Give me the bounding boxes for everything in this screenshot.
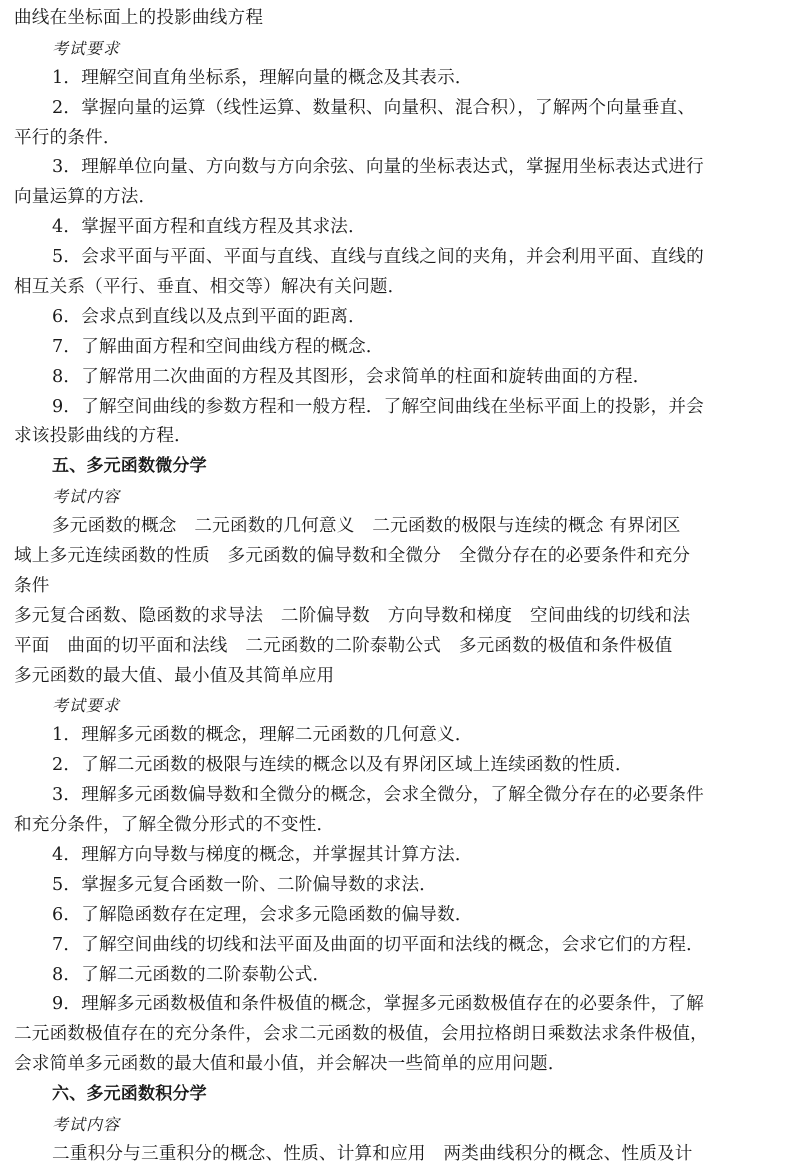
requirement-item: 2．了解二元函数的极限与连续的概念以及有界闭区域上连续函数的性质． — [52, 755, 633, 776]
text-line-continuation: 求该投影曲线的方程． — [14, 426, 192, 447]
text-line-continuation: 二元函数极值存在的充分条件，会求二元函数的极值，会用拉格朗日乘数法求条件极值， — [14, 1024, 708, 1045]
text-line-continuation: 域上多元连续函数的性质 多元函数的偏导数和全微分 全微分存在的必要条件和充分 — [14, 546, 691, 567]
subheading-exam-content: 考试内容 — [52, 1114, 121, 1134]
subheading-exam-content: 考试内容 — [52, 487, 121, 507]
content-paragraph: 多元函数的概念 二元函数的几何意义 二元函数的极限与连续的概念 有界闭区 — [52, 516, 681, 537]
text-line-continuation: 多元函数的最大值、最小值及其简单应用 — [14, 665, 335, 686]
requirement-item: 7．了解空间曲线的切线和法平面及曲面的切平面和法线的概念，会求它们的方程． — [52, 934, 704, 955]
text-line-continuation: 会求简单多元函数的最大值和最小值，并会解决一些简单的应用问题． — [14, 1054, 566, 1075]
requirement-item: 9．理解多元函数极值和条件极值的概念，掌握多元函数极值存在的必要条件，了解 — [52, 994, 704, 1015]
text-line: 曲线在坐标面上的投影曲线方程 — [14, 8, 264, 28]
text-line-continuation: 向量运算的方法． — [14, 187, 157, 208]
subheading-exam-requirements: 考试要求 — [52, 38, 121, 58]
requirement-item: 1．理解空间直角坐标系，理解向量的概念及其表示． — [52, 67, 473, 88]
requirement-item: 3．理解单位向量、方向数与方向余弦、向量的坐标表达式，掌握用坐标表达式进行 — [52, 157, 704, 178]
subheading-exam-requirements: 考试要求 — [52, 696, 121, 716]
section-heading-multivariable-integral: 六、多元函数积分学 — [52, 1084, 207, 1105]
requirement-item: 5．掌握多元复合函数一阶、二阶偏导数的求法． — [52, 874, 438, 895]
content-paragraph: 多元复合函数、隐函数的求导法 二阶偏导数 方向导数和梯度 空间曲线的切线和法 — [14, 605, 691, 626]
text-line-continuation: 平面 曲面的切平面和法线 二元函数的二阶泰勒公式 多元函数的极值和条件极值 — [14, 635, 673, 656]
text-line-continuation: 条件 — [14, 575, 50, 596]
requirement-item: 6．会求点到直线以及点到平面的距离． — [52, 306, 366, 327]
requirement-item: 7．了解曲面方程和空间曲线方程的概念． — [52, 336, 384, 357]
text-line-continuation: 平行的条件． — [14, 127, 121, 148]
requirement-item: 4．理解方向导数与梯度的概念，并掌握其计算方法． — [52, 844, 473, 865]
requirement-item: 1．理解多元函数的概念，理解二元函数的几何意义． — [52, 725, 473, 746]
content-paragraph: 二重积分与三重积分的概念、性质、计算和应用 两类曲线积分的概念、性质及计 — [52, 1143, 693, 1164]
requirement-item: 3．理解多元函数偏导数和全微分的概念，会求全微分，了解全微分存在的必要条件 — [52, 785, 704, 806]
text-line-continuation: 和充分条件，了解全微分形式的不变性． — [14, 815, 335, 836]
requirement-item: 9．了解空间曲线的参数方程和一般方程．了解空间曲线在坐标平面上的投影，并会 — [52, 396, 704, 417]
requirement-item: 8．了解常用二次曲面的方程及其图形，会求简单的柱面和旋转曲面的方程． — [52, 366, 651, 387]
section-heading-multivariable-differential: 五、多元函数微分学 — [52, 456, 207, 477]
requirement-item: 6．了解隐函数存在定理，会求多元隐函数的偏导数． — [52, 904, 473, 925]
requirement-item: 2．掌握向量的运算（线性运算、数量积、向量积、混合积），了解两个向量垂直、 — [52, 97, 696, 118]
text-line-continuation: 相互关系（平行、垂直、相交等）解决有关问题． — [14, 277, 406, 298]
requirement-item: 4．掌握平面方程和直线方程及其求法． — [52, 217, 366, 238]
requirement-item: 8．了解二元函数的二阶泰勒公式． — [52, 964, 331, 985]
requirement-item: 5．会求平面与平面、平面与直线、直线与直线之间的夹角，并会利用平面、直线的 — [52, 247, 704, 268]
